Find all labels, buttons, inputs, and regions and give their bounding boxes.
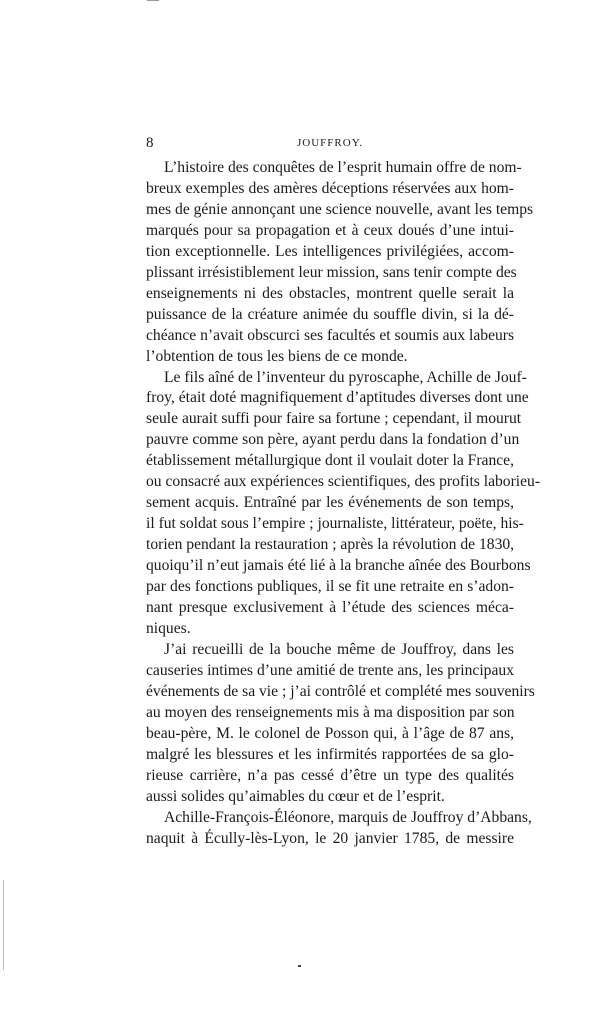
- text-line: Le fils aîné de l’inventeur du pyroscaphe, Achille de Jouf-: [164, 368, 527, 386]
- text-line: chéance n’avait obscurci ses facultés et soumis aux labeurs: [146, 326, 515, 344]
- text-line: nant presque exclusivement à l’étude des sciences méca-: [146, 599, 514, 617]
- text-line: J’ai recueilli de la bouche même de Jouffroy, dans les: [164, 640, 514, 658]
- text-line: beau-père, M. le colonel de Posson qui, à l’âge de 87 ans,: [146, 724, 514, 742]
- body-text: [146, 158, 541, 849]
- text-line: causeries intimes d’une amitié de trente ans, les principaux: [146, 661, 514, 679]
- text-line: marqués pour sa propagation et à ceux doués d’une intui-: [146, 221, 514, 239]
- text-line: sement acquis. Entraîné par les événements de son temps,: [146, 494, 514, 512]
- text-line: ou consacré aux expériences scientifiques, des profits laborieu-: [146, 473, 541, 491]
- page-header: [146, 135, 514, 155]
- paragraph-4: [146, 808, 532, 850]
- running-head: JOUFFROY.: [297, 137, 363, 149]
- text-line: l’obtention de tous les biens de ce monde.: [146, 347, 408, 365]
- scan-dot: [298, 965, 301, 967]
- text-line: malgré les blessures et les infirmités rapportées de sa glo-: [146, 745, 514, 763]
- text-line: pauvre comme son père, ayant perdu dans la fondation d’un: [146, 431, 520, 449]
- text-line: froy, était doté magnifiquement d’aptitudes diverses dont une: [146, 389, 529, 407]
- text-line: L’histoire des conquêtes de l’esprit humain offre de nom-: [164, 159, 522, 176]
- paragraph-3: [146, 640, 535, 808]
- text-line: puissance de la créature animée du souffle divin, si la dé-: [146, 305, 514, 323]
- text-line: rieuse carrière, n’a pas cessé d’être un type des qualités: [146, 766, 514, 784]
- text-line: au moyen des renseignements mis à ma disposition par son: [146, 703, 515, 721]
- text-line: niques.: [146, 619, 191, 637]
- text-line: par des fonctions publiques, il se fit une retraite en s’adon-: [146, 578, 514, 596]
- text-line: enseignements ni des obstacles, montrent quelle serait la: [146, 284, 514, 302]
- scan-line-left-edge: [3, 880, 4, 970]
- text-line: naquit à Écully-lès-Lyon, le 20 janvier 1785, de messire: [146, 829, 514, 847]
- text-line: aussi solides qu’aimables du cœur et de l’esprit.: [146, 787, 445, 805]
- text-line: établissement métallurgique dont il voulait doter la France,: [146, 452, 514, 470]
- text-line: tion exceptionnelle. Les intelligences privilégiées, accom-: [146, 242, 514, 260]
- paragraph-2: [146, 368, 541, 640]
- text-line: plissant irrésistiblement leur mission, sans tenir compte des: [146, 263, 517, 281]
- text-line: mes de génie annonçant une science nouvelle, avant les temps: [146, 200, 534, 218]
- text-line: breux exemples des amères déceptions réservées aux hom-: [146, 179, 514, 197]
- paragraph-1: [146, 158, 534, 368]
- page-number: 8: [146, 135, 154, 151]
- text-line: seule aurait suffi pour faire sa fortune ; cependant, il mourut: [146, 410, 522, 428]
- text-line: événements de sa vie ; j’ai contrôlé et complété mes souvenirs: [146, 682, 535, 700]
- text-line: quoiqu’il n’eut jamais été lié à la branche aînée des Bourbons: [146, 557, 531, 575]
- scan-line-top: [147, 0, 159, 1]
- text-line: Achille-François-Éléonore, marquis de Jouffroy d’Abbans,: [164, 808, 532, 826]
- text-line: il fut soldat sous l’empire ; journaliste, littérateur, poëte, his-: [146, 515, 524, 533]
- text-line: torien pendant la restauration ; après la révolution de 1830,: [146, 536, 515, 554]
